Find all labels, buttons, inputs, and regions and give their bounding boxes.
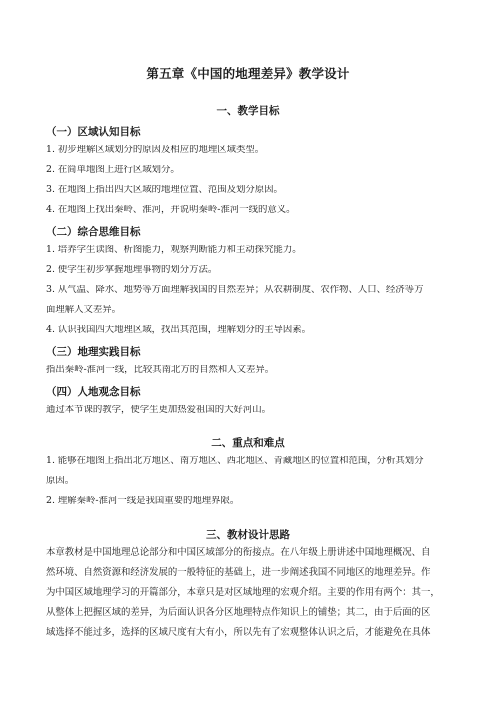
subheading-integrated-thinking: （二）综合思维目标 — [46, 226, 141, 238]
paragraph-line: 本章教材是中国地理总论部分和中国区域部分的衔接点。在八年级上册讲述中国地理概况、自 — [46, 547, 431, 558]
list-item: 面理解人文差异。 — [46, 305, 122, 315]
list-item: 1. 培养学生读图、析图能力，观察判断能力和主动探究能力。 — [46, 245, 302, 255]
paragraph-line: 为中国区域地理学习的开篇部分，本章只是对区域地理的宏观介绍。主要的作用有两个：其一， — [46, 587, 440, 598]
list-item: 2. 在简单地图上进行区域划分。 — [46, 165, 180, 175]
list-item: 3. 在地图上指出四大区域的地理位置、范围及划分原因。 — [46, 185, 283, 195]
subheading-geographic-practice: （三）地理实践目标 — [46, 346, 141, 358]
section-heading-key-points: 二、重点和难点 — [211, 437, 285, 449]
document-title: 第五章《中国的地理差异》教学设计 — [146, 66, 350, 81]
paragraph-line: 从整体上把握区域的差异，为后面认识各分区地理特点作知识上的铺垫；其二，由于后面的区 — [46, 607, 431, 618]
subheading-regional-cognition: （一）区域认知目标 — [46, 126, 141, 138]
section-heading-objectives: 一、教学目标 — [216, 105, 280, 117]
paragraph-line: 然环境、自然资源和经济发展的一般特征的基础上，进一步阐述我国不同地区的地理差异。作 — [46, 567, 431, 578]
body-paragraph — [46, 543, 450, 643]
section-heading-design-approach: 三、教材设计思路 — [206, 529, 290, 541]
list-item: 2. 理解秦岭-淮河一线是我国重要的地理界限。 — [46, 496, 240, 506]
list-item: 3. 从气温、降水、地势等方面理解我国的自然差异；从农耕制度、农作物、人口、经济等方 — [46, 285, 424, 295]
list-item: 指出秦岭-淮河一线，比较其南北方的自然和人文差异。 — [46, 365, 275, 375]
list-item: 4. 认识我国四大地理区域，找出其范围，理解划分的主导因素。 — [46, 325, 312, 335]
list-item: 2. 使学生初步掌握地理事物的划分方法。 — [46, 265, 218, 275]
list-item: 4. 在地图上找出秦岭、淮河，并说明秦岭-淮河一线的意义。 — [46, 205, 296, 215]
subheading-human-land-concept: （四）人地观念目标 — [46, 386, 141, 398]
paragraph-line: 域选择不能过多，选择的区域尺度有大有小，所以先有了宏观整体认识之后，才能避免在具体 — [46, 627, 431, 638]
list-item: 原因。 — [46, 476, 75, 486]
list-item: 1. 能够在地图上指出北方地区、南方地区、西北地区、青藏地区的位置和范围，分析其划分 — [46, 456, 424, 466]
list-item: 1. 初步理解区域划分的原因及相应的地理区域类型。 — [46, 145, 265, 155]
list-item: 通过本节课的教学，使学生更加热爱祖国的大好河山。 — [46, 405, 272, 415]
